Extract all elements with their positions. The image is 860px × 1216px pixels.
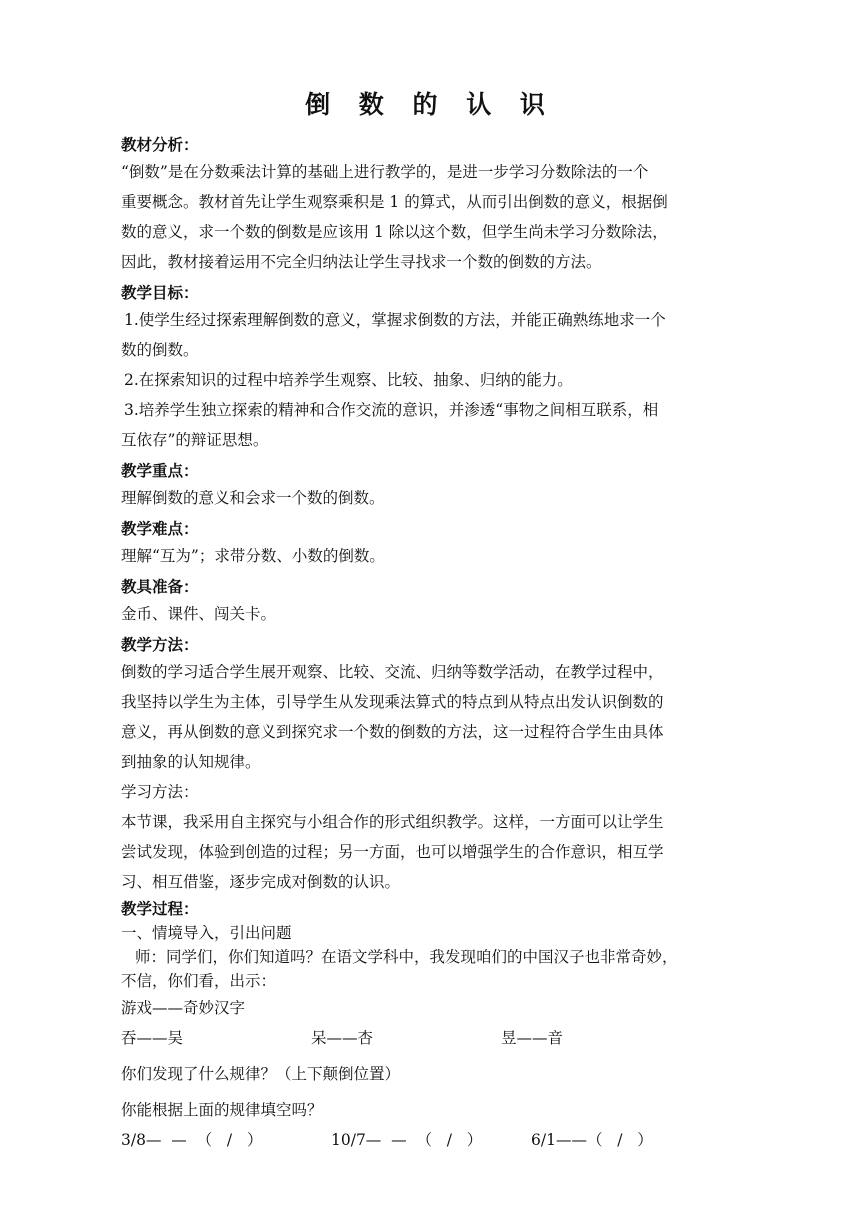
section-heading: 教学过程： [121, 900, 199, 918]
fraction-blank: 6/1——（ / ） [531, 1131, 653, 1149]
paragraph-line: 金币、课件、闯关卡。 [121, 605, 277, 623]
teacher-line: 师：同学们，你们知道吗？在语文学科中，我发现咱们的中国汉子也非常奇妙， [135, 948, 678, 966]
paragraph-line: 数的倒数。 [121, 341, 199, 359]
paragraph-line: 理解“互为”；求带分数、小数的倒数。 [121, 547, 385, 565]
paragraph-line: 尝试发现，体验到创造的过程；另一方面，也可以增强学生的合作意识，相互学 [121, 843, 664, 861]
section-learning [121, 777, 736, 897]
document-body [121, 133, 736, 1155]
section-key [121, 459, 736, 513]
section-heading: 教具准备： [121, 578, 199, 596]
character-pair: 昱——音 [501, 1029, 564, 1047]
paragraph-line: 数的意义，求一个数的倒数是应该用 1 除以这个数，但学生尚未学习分数除法， [121, 223, 668, 241]
section-heading: 教学目标： [121, 284, 199, 302]
section-heading: 教学重点： [121, 462, 199, 480]
paragraph-line: 因此，教材接着运用不完全归纳法让学生寻找求一个数的倒数的方法。 [121, 253, 602, 271]
game-title: 游戏——奇妙汉字 [121, 999, 246, 1017]
paragraph-line: “倒数”是在分数乘法计算的基础上进行教学的，是进一步学习分数除法的一个 [121, 163, 649, 181]
paragraph-line: 意义，再从倒数的意义到探究求一个数的倒数的方法，这一过程符合学生由具体 [121, 723, 664, 741]
page-title: 倒 数 的 认 识 [305, 90, 555, 119]
fraction-blank: 3/8— — （ / ） [121, 1131, 263, 1149]
section-difficulty [121, 517, 736, 571]
paragraph-line: 到抽象的认知规律。 [121, 753, 261, 771]
step-title: 一、情境导入，引出问题 [121, 924, 292, 942]
paragraph-line: 2.在探索知识的过程中培养学生观察、比较、抽象、归纳的能力。 [124, 371, 573, 389]
paragraph-line: 本节课，我采用自主探究与小组合作的形式组织教学。这样，一方面可以让学生 [121, 813, 664, 831]
teacher-line: 不信，你们看，出示： [121, 972, 277, 990]
section-process [121, 897, 736, 1155]
section-heading: 教学难点： [121, 520, 199, 538]
section-method [121, 633, 736, 777]
section-heading: 教学方法： [121, 636, 199, 654]
character-pair: 呆——杏 [311, 1029, 374, 1047]
paragraph-line: 习、相互借鉴，逐步完成对倒数的认识。 [121, 873, 401, 891]
paragraph-line: 重要概念。教材首先让学生观察乘积是 1 的算式，从而引出倒数的意义，根据倒 [121, 193, 668, 211]
fraction-blanks [121, 1125, 736, 1155]
character-pairs [121, 1023, 736, 1053]
paragraph-line: 我坚持以学生为主体，引导学生从发现乘法算式的特点到从特点出发认识倒数的 [121, 693, 664, 711]
section-analysis [121, 133, 736, 277]
paragraph-line: 理解倒数的意义和会求一个数的倒数。 [121, 489, 385, 507]
section-goals [121, 281, 736, 455]
question-line: 你能根据上面的规律填空吗？ [121, 1101, 323, 1119]
paragraph-line: 1.使学生经过探索理解倒数的意义，掌握求倒数的方法，并能正确熟练地求一个 [124, 311, 666, 329]
character-pair: 吞——吴 [121, 1029, 184, 1047]
section-heading-plain: 学习方法： [121, 783, 199, 801]
paragraph-line: 3.培养学生独立探索的精神和合作交流的意识，并渗透“事物之间相互联系，相 [124, 401, 659, 419]
fraction-blank: 10/7— — （ / ） [331, 1131, 483, 1149]
paragraph-line: 倒数的学习适合学生展开观察、比较、交流、归纳等数学活动，在教学过程中， [121, 663, 664, 681]
question-line: 你们发现了什么规律？（上下颠倒位置） [121, 1065, 401, 1083]
section-tools [121, 575, 736, 629]
paragraph-line: 互依存”的辩证思想。 [121, 431, 269, 449]
section-heading: 教材分析： [121, 136, 199, 154]
